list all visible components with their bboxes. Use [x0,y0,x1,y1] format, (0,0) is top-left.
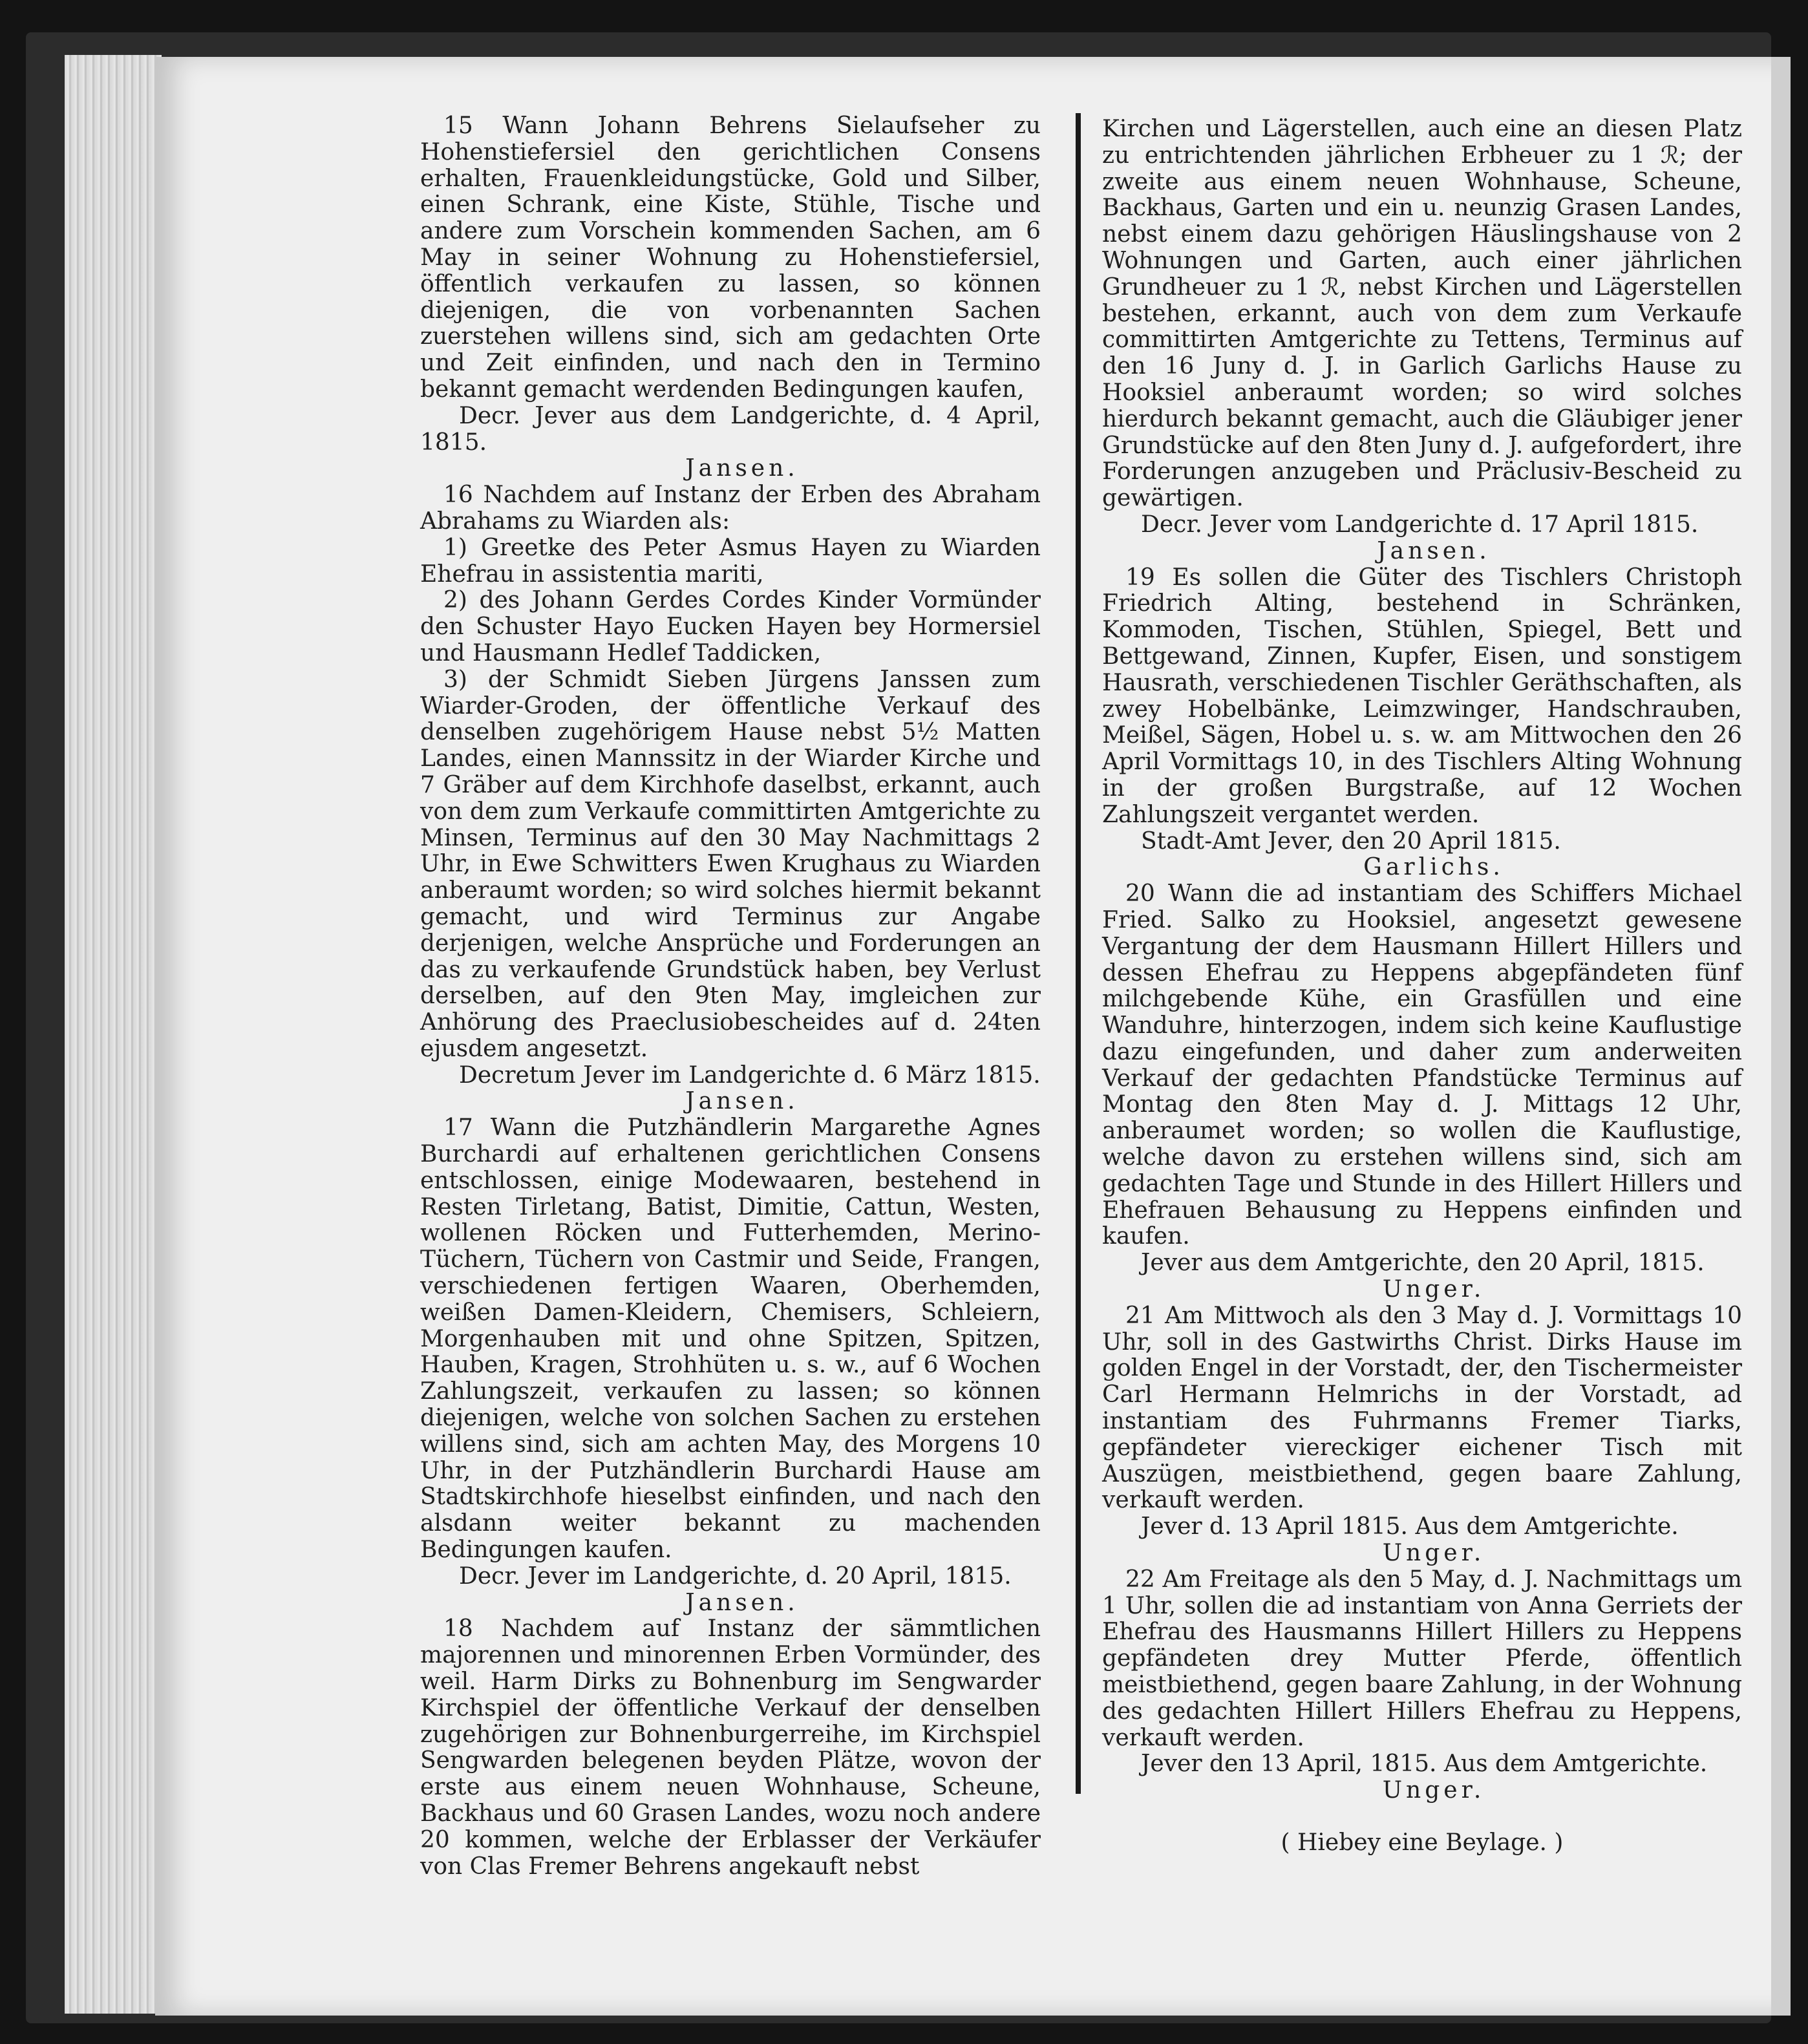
notice-18-continued: Kirchen und Lägerstellen, auch eine an diesen Platz zu entrichtenden jährlichen Erbheuer zu 1 ℛ; der zweite aus einem neuen Wohnhause, Scheune, Backhaus, Garten und ein u. neunzig Grasen Landes, nebst einem dazu gehörigen Häuslingshause von 2 Wohnungen und Garten, auch einer jährlichen Grundheuer zu 1 ℛ, nebst Kirchen und Lägerstellen bestehen, erkannt, auch von dem zum Verkaufe committirten Amtgerichte zu Tettens, Terminus auf den 16 Juny d. J. in Garlich Garlichs Hause zu Hooksiel anberaumt worden; so wird solches hierdurch bekannt gemacht, auch die Gläubiger jener Grundstücke auf den 8ten Juny d. J. aufgefordert, ihre Forderungen anzugeben und Präclusiv-Bescheid zu gewärtigen. [1102,116,1742,512]
notice-17-text: 17 Wann die Putzhändlerin Margarethe Agnes Burchardi auf erhaltenen gerichtlichen Consens entschlossen, einige Modewaaren, bestehend in Resten Tirletang, Batist, Dimitie, Cattun, Westen, wollenen Röcken und Futterhemden, Merino-Tüchern, Tüchern von Castmir und Seide, Frangen, verschiedenen fertigen Waaren, Oberhemden, weißen Damen-Kleidern, Chemisers, Schleiern, Morgenhauben mit und ohne Spitzen, Spitzen, Hauben, Kragen, Strohhüten u. s. w., auf 6 Wochen Zahlungszeit, verkaufen zu lassen; so können diejenigen, welche von solchen Sachen zu erstehen willens sind, sich am achten May, des Morgens 10 Uhr, in der Putzhändlerin Burchardi Hause am Stadtskirchhofe hieselbst einfinden, und nach den alsdann weiter bekannt zu machenden Bedingungen kaufen. [420,1114,1041,1564]
notice-20-text: 20 Wann die ad instantiam des Schiffers Michael Fried. Salko zu Hooksiel, angesetzt gewesene Vergantung der dem Hausmann Hillert Hillers und dessen Ehefrau zu Heppens abgepfändeten fünf milchgebende Kühe, ein Grasfüllen und eine Wanduhre, hinterzogen, indem sich keine Kauflustige dazu eingefunden, und daher zum anderweiten Verkauf der gedachten Pfandstücke Terminus auf Montag den 8ten May d. J. Mittags 12 Uhr, anberaumet worden; so wollen die Kauflustige, welche davon zu erstehen willens sind, sich am gedachten Tage und Stunde in des Hillert Hillers und Ehefrauen Behausung zu Heppens einfinden und kaufen. [1102,880,1742,1250]
notice-19-signature: Garlichs. [1363,854,1504,881]
notice-19-date: Stadt-Amt Jever, den 20 April 1815. [1141,827,1561,855]
notice-22-signature: Unger. [1382,1777,1485,1804]
notice-16-item-3: 3) der Schmidt Sieben Jürgens Janssen zum Wiarder-Groden, der öffentliche Verkauf des denselben zugehörigem Hause nebst 5½ Matten Landes, einen Mannssitz in der Wiarder Kirche und 7 Gräber auf dem Kirchhofe daselbst, erkannt, auch von dem zum Verkaufe committirten Amtgerichte zu Minsen, Terminus auf den 30 May Nachmittags 2 Uhr, in Ewe Schwitters Ewen Krughaus zu Wiarden anberaumt worden; so wird solches hiermit bekannt gemacht, und wird Terminus zur Angabe derjenigen, welche Ansprüche und Forderungen an das zu verkaufende Grundstück haben, bey Verlust derselben, auf den 9ten May, imgleichen zur Anhörung des Praeclusiobescheides auf d. 24ten ejusdem angesetzt. [420,666,1041,1062]
page-edges [65,55,162,2014]
right-column [1102,116,1742,1857]
notice-17-signature: Jansen. [685,1589,799,1616]
notice-16-item-1: 1) Greetke des Peter Asmus Hayen zu Wiarden Ehefrau in assistentia mariti, [420,534,1041,588]
notice-21-date: Jever d. 13 April 1815. Aus dem Amtgerichte. [1141,1513,1679,1540]
notice-16-signature: Jansen. [685,1088,799,1115]
notice-22-date: Jever den 13 April, 1815. Aus dem Amtgerichte. [1141,1751,1708,1778]
notice-16-intro: 16 Nachdem auf Instanz der Erben des Abraham Abrahams zu Wiarden als: [420,482,1041,535]
left-column [420,113,1041,1880]
notice-22-text: 22 Am Freitage als den 5 May, d. J. Nachmittags um 1 Uhr, sollen die ad instantiam von Anna Gerriets der Ehefrau des Hausmanns Hillert Hillers zu Heppens gepfändeten drey Mutter Pferde, öffentlich meistbiethend, gegen baare Zahlung, in der Wohnung des gedachten Hillert Hillers Ehefrau zu Heppens, verkauft werden. [1102,1566,1742,1751]
notice-15-text: 15 Wann Johann Behrens Sielaufseher zu Hohenstiefersiel den gerichtlichen Consens erhalten, Frauenkleidungstücke, Gold und Silber, einen Schrank, eine Kiste, Stühle, Tische und andere zum Vorschein kommenden Sachen, am 6 May in seiner Wohnung zu Hohenstiefersiel, öffentlich verkaufen zu lassen, so können diejenigen, die von vorbenannten Sachen zuerstehen willens sind, sich am gedachten Orte und Zeit einfinden, und nach den in Termino bekannt gemacht werdenden Bedingungen kaufen, [420,112,1041,403]
notice-15-date: Decr. Jever aus dem Landgerichte, d. 4 April, 1815. [420,402,1041,456]
notice-16-date: Decretum Jever im Landgerichte d. 6 März 1815. [459,1061,1041,1089]
notice-18-date: Decr. Jever vom Landgerichte d. 17 April 1815. [1141,511,1699,538]
notice-20-date: Jever aus dem Amtgerichte, den 20 April, 1815. [1141,1250,1705,1277]
notice-20-signature: Unger. [1382,1276,1485,1303]
notice-16-item-2: 2) des Johann Gerdes Cordes Kinder Vormünder den Schuster Hayo Eucken Hayen bey Hormersiel und Hausmann Hedlef Taddicken, [420,587,1041,666]
notice-17-date: Decr. Jever im Landgerichte, d. 20 April, 1815. [459,1562,1012,1590]
notice-18-text: 18 Nachdem auf Instanz der sämmtlichen majorennen und minorennen Erben Vormünder, des weil. Harm Dirks zu Bohnenburg im Sengwarder Kirchspiel der öffentliche Verkauf der denselben zugehörigen zur Bohnenburgerreihe, im Kirchspiel Sengwarden belegenen beyden Plätze, wovon der erste aus einem neuen Wohnhause, Scheune, Backhaus und 60 Grasen Landes, wozu noch andere 20 kommen, welche der Erblasser der Verkäufer von Clas Fremer Behrens angekauft nebst [420,1615,1041,1880]
notice-15-signature: Jansen. [685,455,799,482]
column-divider [1076,113,1081,1794]
notice-18-signature: Jansen. [1377,537,1491,564]
supplement-note: ( Hiebey eine Beylage. ) [1281,1829,1564,1856]
notice-21-signature: Unger. [1382,1540,1485,1567]
notice-19-text: 19 Es sollen die Güter des Tischlers Christoph Friedrich Alting, bestehend in Schränken, Kommoden, Tischen, Stühlen, Spiegel, Bett und Bettgewand, Zinnen, Kupfer, Eisen, und sonstigem Hausrath, verschiedenen Tischler Geräthschaften, als zwey Hobelbänke, Leimzwinger, Handschrauben, Meißel, Sägen, Hobel u. s. w. am Mittwochen den 26 April Vormittags 10, in des Tischlers Alting Wohnung in der großen Burgstraße, auf 12 Wochen Zahlungszeit vergantet werden. [1102,564,1742,828]
notice-21-text: 21 Am Mittwoch als den 3 May d. J. Vormittags 10 Uhr, soll in des Gastwirths Christ. Dirks Hause im golden Engel in der Vorstadt, der, den Tischermeister Carl Hermann Helmrichs in der Vorstadt, ad instantiam des Fuhrmanns Fremer Tiarks, gepfändeter viereckiger eichener Tisch mit Auszügen, meistbiethend, gegen baare Zahlung, verkauft werden. [1102,1302,1742,1514]
right-page-edge [1771,57,1791,2016]
